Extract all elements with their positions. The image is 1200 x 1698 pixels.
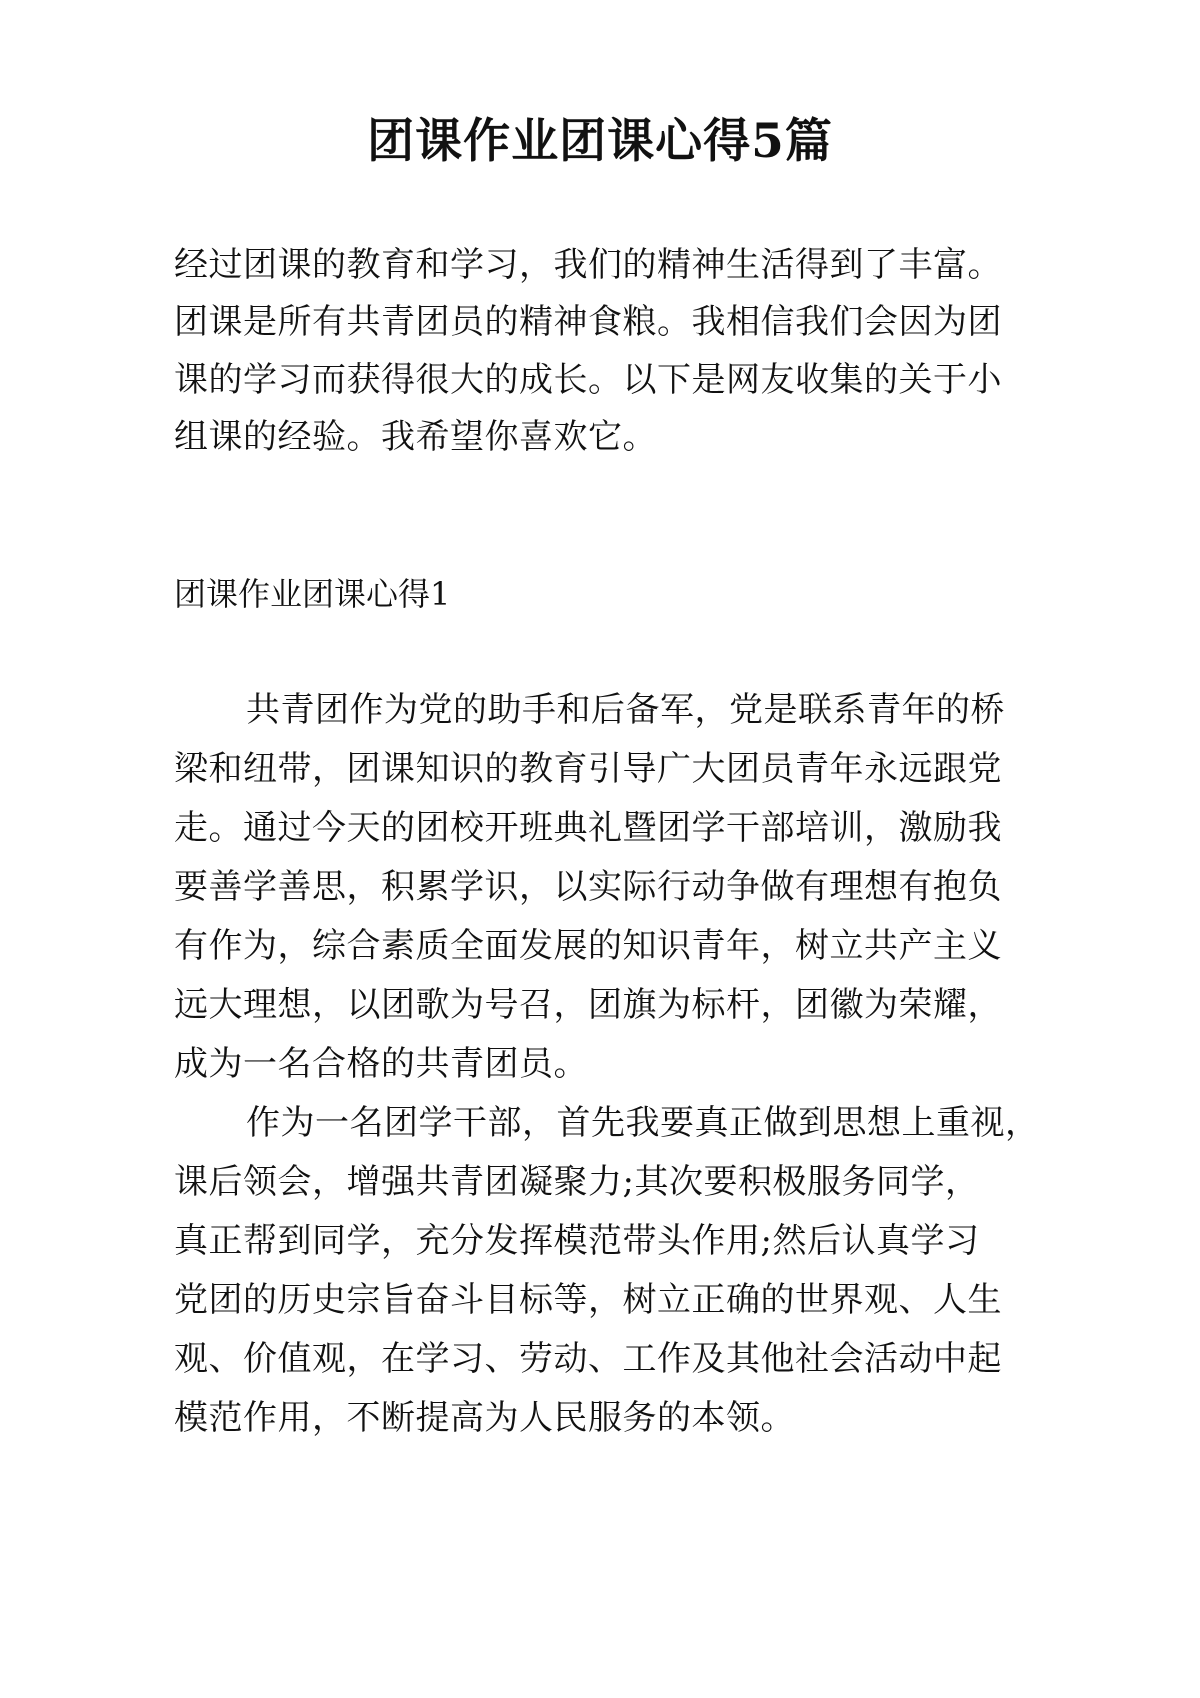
intro-line: 组课的经验。我希望你喜欢它。 [174,417,657,457]
intro-line: 团课是所有共青团员的精神食粮。我相信我们会因为团 [174,302,1002,342]
paragraph-line: 远大理想，以团歌为号召，团旗为标杆，团徽为荣耀， [174,985,1002,1025]
paragraph-line: 要善学善思，积累学识，以实际行动争做有理想有抱负 [174,867,1002,907]
paragraph-line: 走。通过今天的团校开班典礼暨团学干部培训，激励我 [174,808,1002,848]
paragraph-line: 课后领会，增强共青团凝聚力;其次要积极服务同学， [174,1162,980,1202]
paragraph-line: 真正帮到同学，充分发挥模范带头作用;然后认真学习 [174,1221,980,1261]
paragraph-line: 成为一名合格的共青团员。 [174,1044,588,1084]
document-title: 团课作业团课心得5篇 [367,114,833,169]
paragraph-line: 共青团作为党的助手和后备军，党是联系青年的桥 [246,690,1005,730]
paragraph-line: 梁和纽带，团课知识的教育引导广大团员青年永远跟党 [174,749,1002,789]
section-heading: 团课作业团课心得1 [174,575,451,613]
paragraph-line: 党团的历史宗旨奋斗目标等，树立正确的世界观、人生 [174,1280,1002,1320]
intro-line: 课的学习而获得很大的成长。以下是网友收集的关于小 [174,360,1002,400]
paragraph-line: 观、价值观，在学习、劳动、工作及其他社会活动中起 [174,1339,1002,1379]
paragraph-line: 有作为，综合素质全面发展的知识青年，树立共产主义 [174,926,1002,966]
paragraph-line: 模范作用，不断提高为人民服务的本领。 [174,1398,795,1438]
paragraph-line: 作为一名团学干部，首先我要真正做到思想上重视， [246,1103,1040,1143]
intro-line: 经过团课的教育和学习，我们的精神生活得到了丰富。 [174,245,1002,285]
